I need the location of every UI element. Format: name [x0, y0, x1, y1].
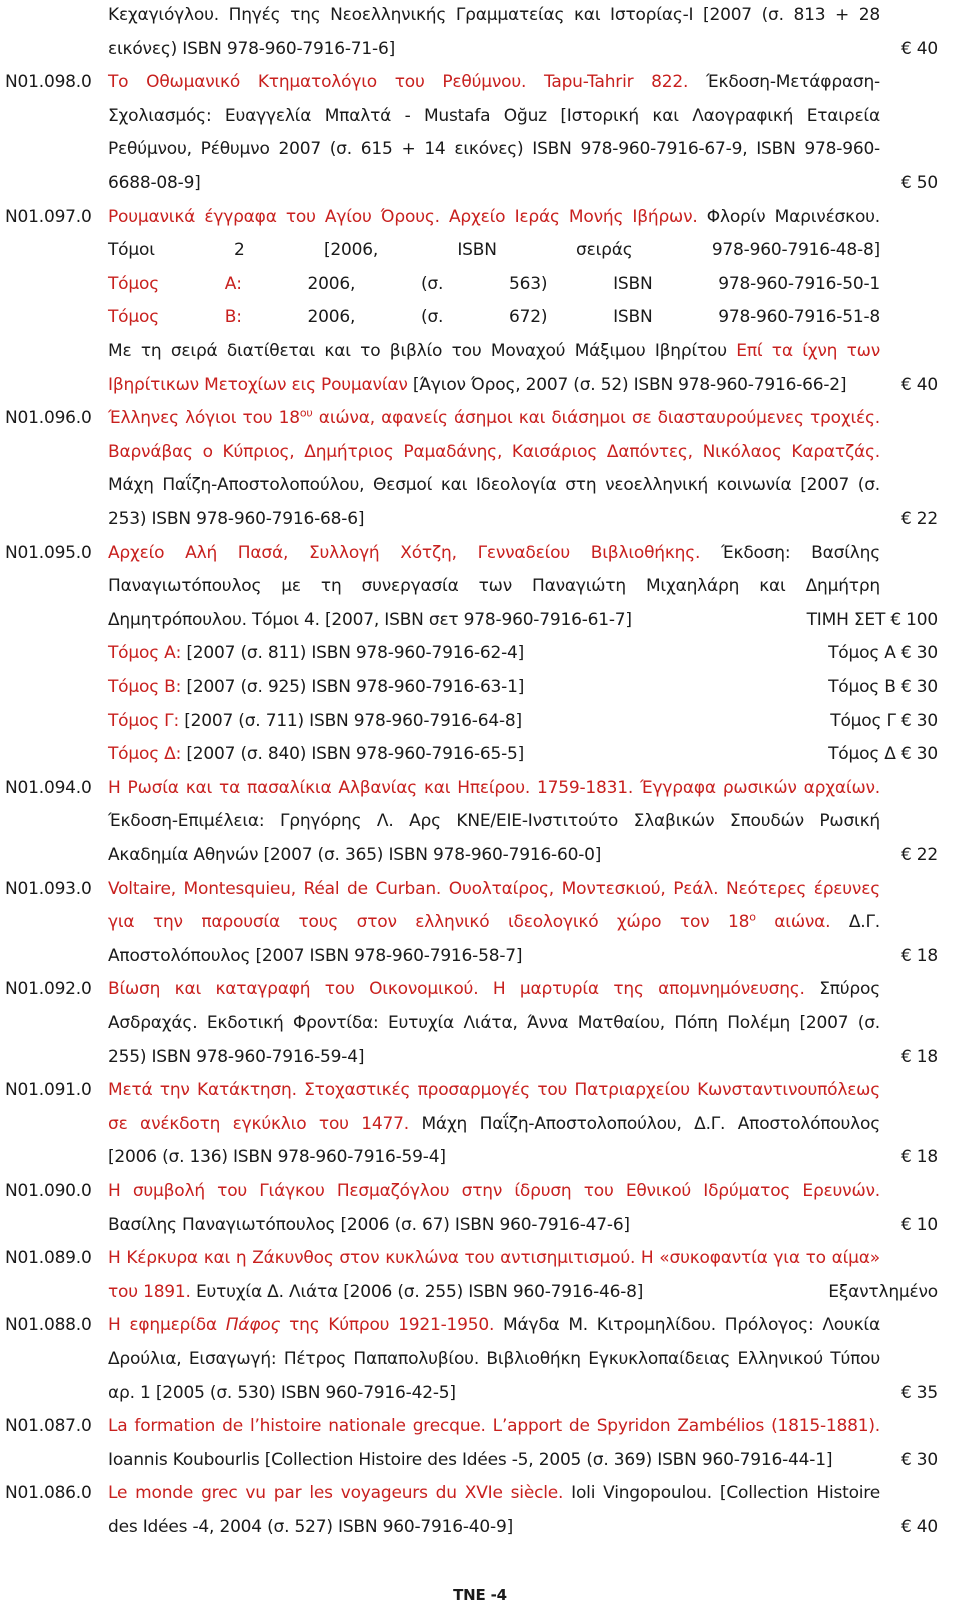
catalog-line: [0, 739, 960, 769]
catalog-line: [0, 1411, 960, 1441]
entry-code: N01.096.0: [5, 408, 92, 429]
title-fragment: αιώνα, αφανείς άσημοι και διάσημοι σε διασταυρούμενες τροχιές.: [312, 408, 880, 429]
entry-text: [108, 1378, 780, 1408]
entry-text: [108, 504, 780, 534]
catalog-line: [0, 1310, 960, 1340]
title-fragment: Η συμβολή του Γιάγκου Πεσμαζόγλου στην ίδρυση του Εθνικού Ιδρύματος Ερευνών.: [108, 1181, 880, 1201]
text-fragment: 2006, (σ. 563) ISBN 978-960-7916-50-1: [241, 273, 880, 294]
text-fragment: [2007 (σ. 925) ISBN 978-960-7916-63-1]: [181, 677, 525, 697]
title-fragment: της Κύπρου 1921-1950.: [280, 1315, 495, 1336]
entry-price: ΤΙΜΗ ΣΕΤ € 100: [806, 609, 938, 630]
text-fragment: Έκδοση-Μετάφραση-: [688, 72, 880, 93]
text-fragment: Αποστολόπουλος [2007 ISBN 978-960-7916-58-7]: [108, 945, 523, 966]
title-fragment: για την παρουσία τους στον ελληνικό ιδεολογικό χώρο τον 18: [108, 912, 750, 933]
title-fragment: Τόμος Γ:: [108, 710, 179, 731]
page-footer: ΤΝΕ -4: [453, 1586, 507, 1604]
entry-text: [108, 1142, 780, 1172]
catalog-line: [0, 1142, 960, 1172]
text-fragment: des Idées -4, 2004 (σ. 527) ISBN 960-7916-40-9]: [108, 1517, 514, 1537]
entry-code: N01.094.0: [5, 777, 92, 798]
entry-text: [108, 403, 880, 433]
text-fragment: αρ. 1 [2005 (σ. 530) ISBN 960-7916-42-5]: [108, 1382, 456, 1403]
title-fragment: Αρχείο Αλή Πασά, Συλλογή Χότζη, Γενναδείου Βιβλιοθήκης.: [108, 542, 701, 563]
text-fragment: Ακαδημία Αθηνών [2007 (σ. 365) ISBN 978-960-7916-60-0]: [108, 845, 602, 865]
text-fragment: [2006 (σ. 136) ISBN 978-960-7916-59-4]: [108, 1147, 446, 1168]
title-fragment: σε ανέκδοτη εγκύκλιο του 1477.: [108, 1113, 409, 1134]
text-fragment: 255) ISBN 978-960-7916-59-4]: [108, 1046, 365, 1067]
catalog-line: [0, 1378, 960, 1408]
title-fragment: Τόμος Δ:: [108, 744, 182, 765]
entry-price: € 50: [900, 173, 938, 193]
entry-text: [108, 1445, 833, 1475]
entry-code: N01.089.0: [5, 1248, 92, 1269]
text-fragment: Μάγδα Μ. Κιτρομηλίδου. Πρόλογος: Λουκία: [494, 1315, 880, 1336]
entry-price: € 40: [900, 38, 938, 59]
entry-price: € 22: [900, 509, 938, 529]
entry-text: [108, 739, 780, 769]
text-fragment: Έκδοση-Επιμέλεια: Γρηγόρης Λ. Αρς ΚΝΕ/ΕΙΕ-Ινστιτούτο Σλαβικών Σπουδών Ρωσική: [108, 811, 880, 832]
entry-text: [108, 1075, 880, 1105]
title-fragment: Βαρνάβας ο Κύπριος, Δημήτριος Ραμαδάνης, Καισάριος Δαπόντες, Νικόλαος Καρατζάς.: [108, 441, 880, 462]
catalog-line: [0, 806, 960, 836]
title-fragment: Η Κέρκυρα και η Ζάκυνθος στον κυκλώνα του αντισημιτισμού. Η «συκοφαντία για το αίμα»: [108, 1248, 880, 1269]
catalog-line: [0, 302, 960, 332]
entry-text: [108, 571, 880, 601]
entry-code: N01.092.0: [5, 979, 92, 1000]
entry-text: [108, 907, 880, 937]
catalog-line: [0, 1008, 960, 1038]
catalog-line: [0, 571, 960, 601]
catalog-line: [0, 67, 960, 97]
catalog-line: [0, 1445, 960, 1475]
catalog-line: [0, 706, 960, 736]
entry-text: [108, 672, 780, 702]
catalog-line: [0, 202, 960, 232]
entry-text: [108, 874, 880, 904]
entry-text: [108, 1042, 780, 1072]
title-fragment: ο: [749, 910, 756, 924]
catalog-line: [0, 437, 960, 467]
text-fragment: [2007 (σ. 840) ISBN 978-960-7916-65-5]: [181, 744, 525, 765]
entry-price: € 40: [900, 374, 938, 395]
entry-text: [108, 538, 880, 568]
entry-price: Τόμος Β € 30: [828, 677, 938, 697]
catalog-line: [0, 1176, 960, 1206]
catalog-line: [0, 840, 960, 870]
entry-code: N01.091.0: [5, 1080, 92, 1101]
text-fragment: Φλορίν Μαρινέσκου.: [697, 206, 880, 227]
text-fragment: Ευτυχία Δ. Λιάτα [2006 (σ. 255) ISBN 960-7916-46-8]: [190, 1281, 644, 1302]
text-fragment: Τόμοι 2 [2006, ISBN σειράς 978-960-7916-48-8]: [108, 240, 880, 261]
text-fragment: Ρεθύμνου, Ρέθυμνο 2007 (σ. 615 + 14 εικόνες) ISBN 978-960-7916-67-9, ISBN 978-960-: [108, 139, 880, 160]
catalog-line: [0, 269, 960, 299]
entry-text: [108, 1210, 780, 1240]
title-fragment: Τόμος Β:: [108, 307, 242, 328]
entry-text: [108, 1277, 780, 1307]
title-fragment: Έλληνες λόγιοι του 18: [108, 408, 300, 429]
entry-price: € 35: [900, 1382, 938, 1403]
entry-code: N01.098.0: [5, 72, 92, 93]
entry-text: [108, 1478, 880, 1508]
title-fragment: Το Οθωμανικό Κτηματολόγιο του Ρεθύμνου. Tapu-Tahrir 822.: [108, 72, 689, 93]
entry-text: [108, 302, 880, 332]
catalog-line: [0, 470, 960, 500]
title-fragment: Επί τα ίχνη των: [736, 341, 880, 361]
title-fragment: Η εφημερίδα: [108, 1315, 226, 1336]
entry-text: [108, 1512, 780, 1542]
text-fragment: 2006, (σ. 672) ISBN 978-960-7916-51-8: [241, 307, 880, 328]
catalog-line: [0, 1243, 960, 1273]
entry-text: [108, 806, 880, 836]
text-fragment: Μάχη Παΐζη-Αποστολοπούλου, Θεσμοί και Ιδεολογία στη νεοελληνική κοινωνία [2007 (σ.: [108, 475, 880, 496]
title-fragment: Τόμος Α:: [108, 643, 182, 664]
entry-code: N01.090.0: [5, 1181, 92, 1201]
entry-text: [108, 605, 780, 635]
entry-text: [108, 134, 880, 164]
catalog-line: [0, 1512, 960, 1542]
text-fragment: Δρούλια, Εισαγωγή: Πέτρος Παπαπολυβίου. Βιβλιοθήκη Εγκυκλοπαίδειας Ελληνικού Τύπου: [108, 1349, 880, 1369]
title-fragment: Η Ρωσία και τα πασαλίκια Αλβανίας και Ηπείρου. 1759-1831. Έγγραφα ρωσικών αρχαίων.: [108, 777, 880, 798]
entry-text: [108, 168, 780, 198]
entry-text: [108, 437, 880, 467]
entry-text: [108, 840, 780, 870]
text-fragment: εικόνες) ISBN 978-960-7916-71-6]: [108, 38, 396, 59]
text-fragment: [2007 (σ. 811) ISBN 978-960-7916-62-4]: [181, 643, 525, 664]
entry-price: Τόμος Δ € 30: [828, 744, 938, 765]
catalog-line: [0, 504, 960, 534]
catalog-line: [0, 974, 960, 1004]
text-fragment: 6688-08-9]: [108, 173, 201, 193]
entry-text: [108, 1109, 880, 1139]
text-fragment: [2007 (σ. 711) ISBN 978-960-7916-64-8]: [178, 710, 522, 731]
entry-text: [108, 1344, 880, 1374]
catalog-line: [0, 101, 960, 131]
entry-text: [108, 336, 880, 366]
text-fragment: Μάχη Παΐζη-Αποστολοπούλου, Δ.Γ. Αποστολόπουλος: [408, 1113, 880, 1134]
entry-text: [108, 1310, 880, 1340]
entry-code: N01.095.0: [5, 542, 92, 563]
text-fragment: Δ.Γ.: [830, 912, 880, 933]
catalog-line: [0, 538, 960, 568]
title-fragment: Τόμος Β:: [108, 677, 182, 697]
entry-text: [108, 0, 880, 30]
entry-text: [108, 941, 780, 971]
catalog-line: [0, 773, 960, 803]
entry-price: € 10: [900, 1214, 938, 1235]
text-fragment: Ioli Vingopoulou. [Collection Histoire: [563, 1483, 880, 1504]
text-fragment: Παναγιωτόπουλος με τη συνεργασία των Παναγιώτη Μιχαηλάρη και Δημήτρη: [108, 576, 880, 597]
entry-text: [108, 235, 880, 265]
entry-text: [108, 34, 780, 64]
entry-price: € 30: [900, 1449, 938, 1470]
entry-text: [108, 1008, 880, 1038]
title-fragment: Ρουμανικά έγγραφα του Αγίου Όρους. Αρχείο Ιεράς Μονής Ιβήρων.: [108, 206, 698, 227]
entry-text: [108, 67, 880, 97]
entry-code: N01.097.0: [5, 206, 92, 227]
entry-price: € 18: [900, 1046, 938, 1067]
catalog-line: [0, 605, 960, 635]
entry-text: [108, 370, 847, 400]
entry-text: [108, 706, 780, 736]
text-fragment: Κεχαγιόγλου. Πηγές της Νεοελληνικής Γραμματείας και Ιστορίας-Ι [2007 (σ. 813 + 28: [108, 5, 880, 25]
entry-text: [108, 1176, 880, 1206]
title-fragment: αιώνα.: [755, 912, 831, 933]
text-fragment: Ασδραχάς. Εκδοτική Φροντίδα: Ευτυχία Λιάτα, Άννα Ματθαίου, Πόπη Πολέμη [2007 (σ.: [108, 1013, 880, 1033]
catalog-line: [0, 134, 960, 164]
entry-code: N01.093.0: [5, 878, 92, 899]
entry-code: N01.087.0: [5, 1416, 92, 1437]
title-fragment: La formation de l’histoire nationale grecque. L’apport de Spyridon Zambélios (1815-1881).: [108, 1416, 880, 1437]
catalog-line: [0, 0, 960, 30]
title-fragment: του 1891.: [108, 1281, 191, 1302]
catalog-line: [0, 1344, 960, 1374]
entry-price: Εξαντλημένο: [828, 1281, 938, 1302]
catalog-line: [0, 1109, 960, 1139]
entry-price: Τόμος Α € 30: [828, 643, 938, 664]
title-fragment: Βίωση και καταγραφή του Οικονομικού. Η μαρτυρία της απομνημόνευσης.: [108, 979, 805, 1000]
title-fragment: ου: [299, 406, 313, 420]
title-fragment: Πάφος: [225, 1315, 281, 1336]
title-fragment: Τόμος Α:: [108, 273, 242, 294]
title-fragment: Le monde grec vu par les voyageurs du XVIe siècle.: [108, 1483, 564, 1504]
catalog-line: [0, 1478, 960, 1508]
entry-text: [108, 101, 880, 131]
text-fragment: Έκδοση: Βασίλης: [700, 542, 880, 563]
text-fragment: Με τη σειρά διατίθεται και το βιβλίο του Μοναχού Μάξιμου Ιβηρίτου: [108, 341, 737, 361]
text-fragment: Σχολιασμός: Ευαγγελία Μπαλτά - Mustafa Oğuz [Ιστορική και Λαογραφική Εταιρεία: [108, 105, 880, 126]
entry-text: [108, 269, 880, 299]
catalog-line: [0, 1075, 960, 1105]
catalog-line: [0, 638, 960, 668]
text-fragment: [Άγιον Όρος, 2007 (σ. 52) ISBN 978-960-7916-66-2]: [407, 374, 847, 395]
entry-text: [108, 773, 880, 803]
entry-code: N01.086.0: [5, 1483, 92, 1504]
catalog-line: [0, 168, 960, 198]
entry-price: € 40: [900, 1517, 938, 1537]
text-fragment: Ioannis Koubourlis [Collection Histoire des Idées -5, 2005 (σ. 369) ISBN 960-7916-44-1]: [108, 1449, 833, 1470]
catalog-line: [0, 1042, 960, 1072]
catalog-line: [0, 907, 960, 937]
catalog-line: [0, 1210, 960, 1240]
title-fragment: Ιβηρίτικων Μετοχίων εις Ρουμανίαν: [108, 374, 408, 395]
entry-price: € 18: [900, 945, 938, 966]
title-fragment: Μετά την Κατάκτηση. Στοχαστικές προσαρμογές του Πατριαρχείου Κωνσταντινουπόλεως: [108, 1080, 880, 1101]
entry-text: [108, 202, 880, 232]
entry-text: [108, 974, 880, 1004]
text-fragment: 253) ISBN 978-960-7916-68-6]: [108, 509, 365, 529]
title-fragment: Voltaire, Montesquieu, Réal de Curban. Ουολταίρος, Μοντεσκιού, Ρεάλ. Νεότερες έρευνες: [108, 878, 880, 899]
catalog-line: [0, 874, 960, 904]
catalog-line: [0, 403, 960, 433]
entry-text: [108, 470, 880, 500]
entry-price: Τόμος Γ € 30: [830, 710, 938, 731]
entry-text: [108, 638, 780, 668]
entry-price: € 18: [900, 1147, 938, 1168]
catalog-line: [0, 1277, 960, 1307]
catalog-line: [0, 370, 960, 400]
text-fragment: Βασίλης Παναγιωτόπουλος [2006 (σ. 67) ISBN 960-7916-47-6]: [108, 1214, 630, 1235]
text-fragment: Σπύρος: [804, 979, 880, 1000]
entry-text: [108, 1243, 880, 1273]
catalog-line: [0, 34, 960, 64]
text-fragment: Δημητρόπουλου. Τόμοι 4. [2007, ISBN σετ 978-960-7916-61-7]: [108, 609, 632, 630]
catalog-line: [0, 235, 960, 265]
catalog-line: [0, 672, 960, 702]
catalog-line: [0, 941, 960, 971]
entry-code: N01.088.0: [5, 1315, 92, 1336]
entry-text: [108, 1411, 880, 1441]
catalog-line: [0, 336, 960, 366]
entry-price: € 22: [900, 845, 938, 865]
